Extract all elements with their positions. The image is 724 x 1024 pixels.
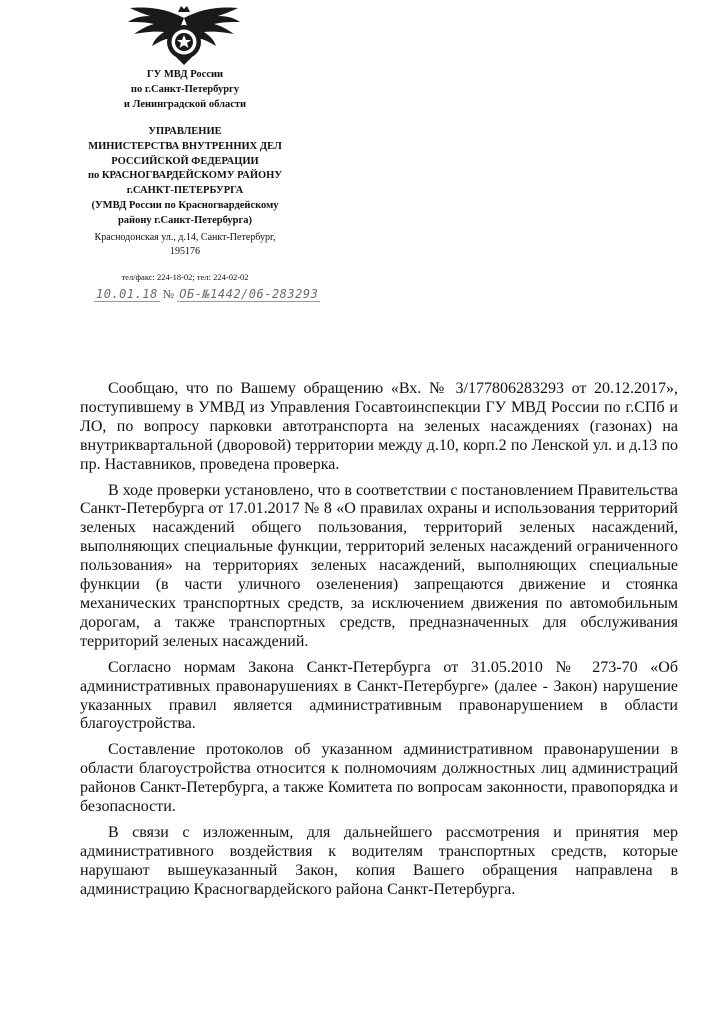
body-paragraph: В ходе проверки установлено, что в соответствии с постановлением Правительства Санкт-Петербурга от 17.01.2017 № 8 «О правилах охраны и использования территорий зеленых насаждений общего пользования, территорий зеленых насаждений, выполняющих специальные функции, территорий зеленых насаждений ограниченного пользования» на территориях зеленых насаждений, выполняющих специальные функции (в части уличного озеленения) запрещаются движение и стоянка механических транспортных средств, за исключением движения по автомобильным дорогам, а также транспортных средств, предназначенных для обслуживания территорий зеленых насаждений. xyxy=(80,481,678,650)
org-full-name xyxy=(50,125,320,229)
org-full-line: (УМВД России по Красногвардейскому xyxy=(91,199,279,211)
org-full-line: УПРАВЛЕНИЕ xyxy=(148,126,222,137)
org-short-line: и Ленинградской области xyxy=(123,99,247,110)
registration-number-label: № xyxy=(162,287,175,301)
phone-line: тел/факс: 224-18-02; тел: 224-02-02 xyxy=(121,272,249,282)
org-phone xyxy=(50,271,320,283)
address-line: 195176 xyxy=(170,246,200,257)
body-paragraph: В связи с изложенным, для дальнейшего рассмотрения и принятия мер административного воздействия к водителям транспортных средств, которые нарушают вышеуказанный Закон, копия Вашего обращения направлена в администрацию Красногвардейского района Санкт-Петербурга. xyxy=(80,823,678,898)
org-full-line: РОССИЙСКОЙ ФЕДЕРАЦИИ xyxy=(111,155,259,167)
letter-body xyxy=(80,380,678,907)
body-paragraph: Составление протоколов об указанном административном правонарушении в области благоустройства относится к полномочиям должностных лиц администраций районов Санкт-Петербурга, а также Комитета по вопросам законности, правопорядка и безопасности. xyxy=(80,741,678,816)
registration-number: ОБ-№1442/06-283293 xyxy=(179,287,319,301)
org-full-line: МИНИСТЕРСТВА ВНУТРЕННИХ ДЕЛ xyxy=(88,140,282,152)
org-full-line: по КРАСНОГВАРДЕЙСКОМУ РАЙОНУ xyxy=(87,170,283,182)
registration-line xyxy=(94,287,320,302)
registration-date: 10.01.18 xyxy=(96,287,158,301)
mvd-emblem-icon xyxy=(124,4,244,66)
org-full-line: г.САНКТ-ПЕТЕРБУРГА xyxy=(126,185,244,197)
address-line: Краснодонская ул., д.14, Санкт-Петербург, xyxy=(94,232,276,243)
org-short-line: ГУ МВД России xyxy=(146,69,224,80)
org-address xyxy=(50,231,320,259)
body-paragraph: Согласно нормам Закона Санкт-Петербурга от 31.05.2010 № 273-70 «Об административных правонарушениях в Санкт-Петербурге» (далее - Закон) нарушение указанных правил является административным правонарушением в области благоустройства. xyxy=(80,658,678,733)
org-short-name xyxy=(50,67,320,112)
org-short-line: по г.Санкт-Петербургу xyxy=(130,84,240,95)
org-full-line: району г.Санкт-Петербурга) xyxy=(117,214,253,226)
body-paragraph: Сообщаю, что по Вашему обращению «Вх. № 3/177806283293 от 20.12.2017», поступившему в УМВД из Управления Госавтоинспекции ГУ МВД России по г.СПб и ЛО, по вопросу парковки автотранспорта на зеленых насаждениях (газонах) на внутриквартальной (дворовой) территории между д.10, корп.2 по Ленской ул. и д.13 по пр. Наставников, проведена проверка. xyxy=(80,380,678,473)
